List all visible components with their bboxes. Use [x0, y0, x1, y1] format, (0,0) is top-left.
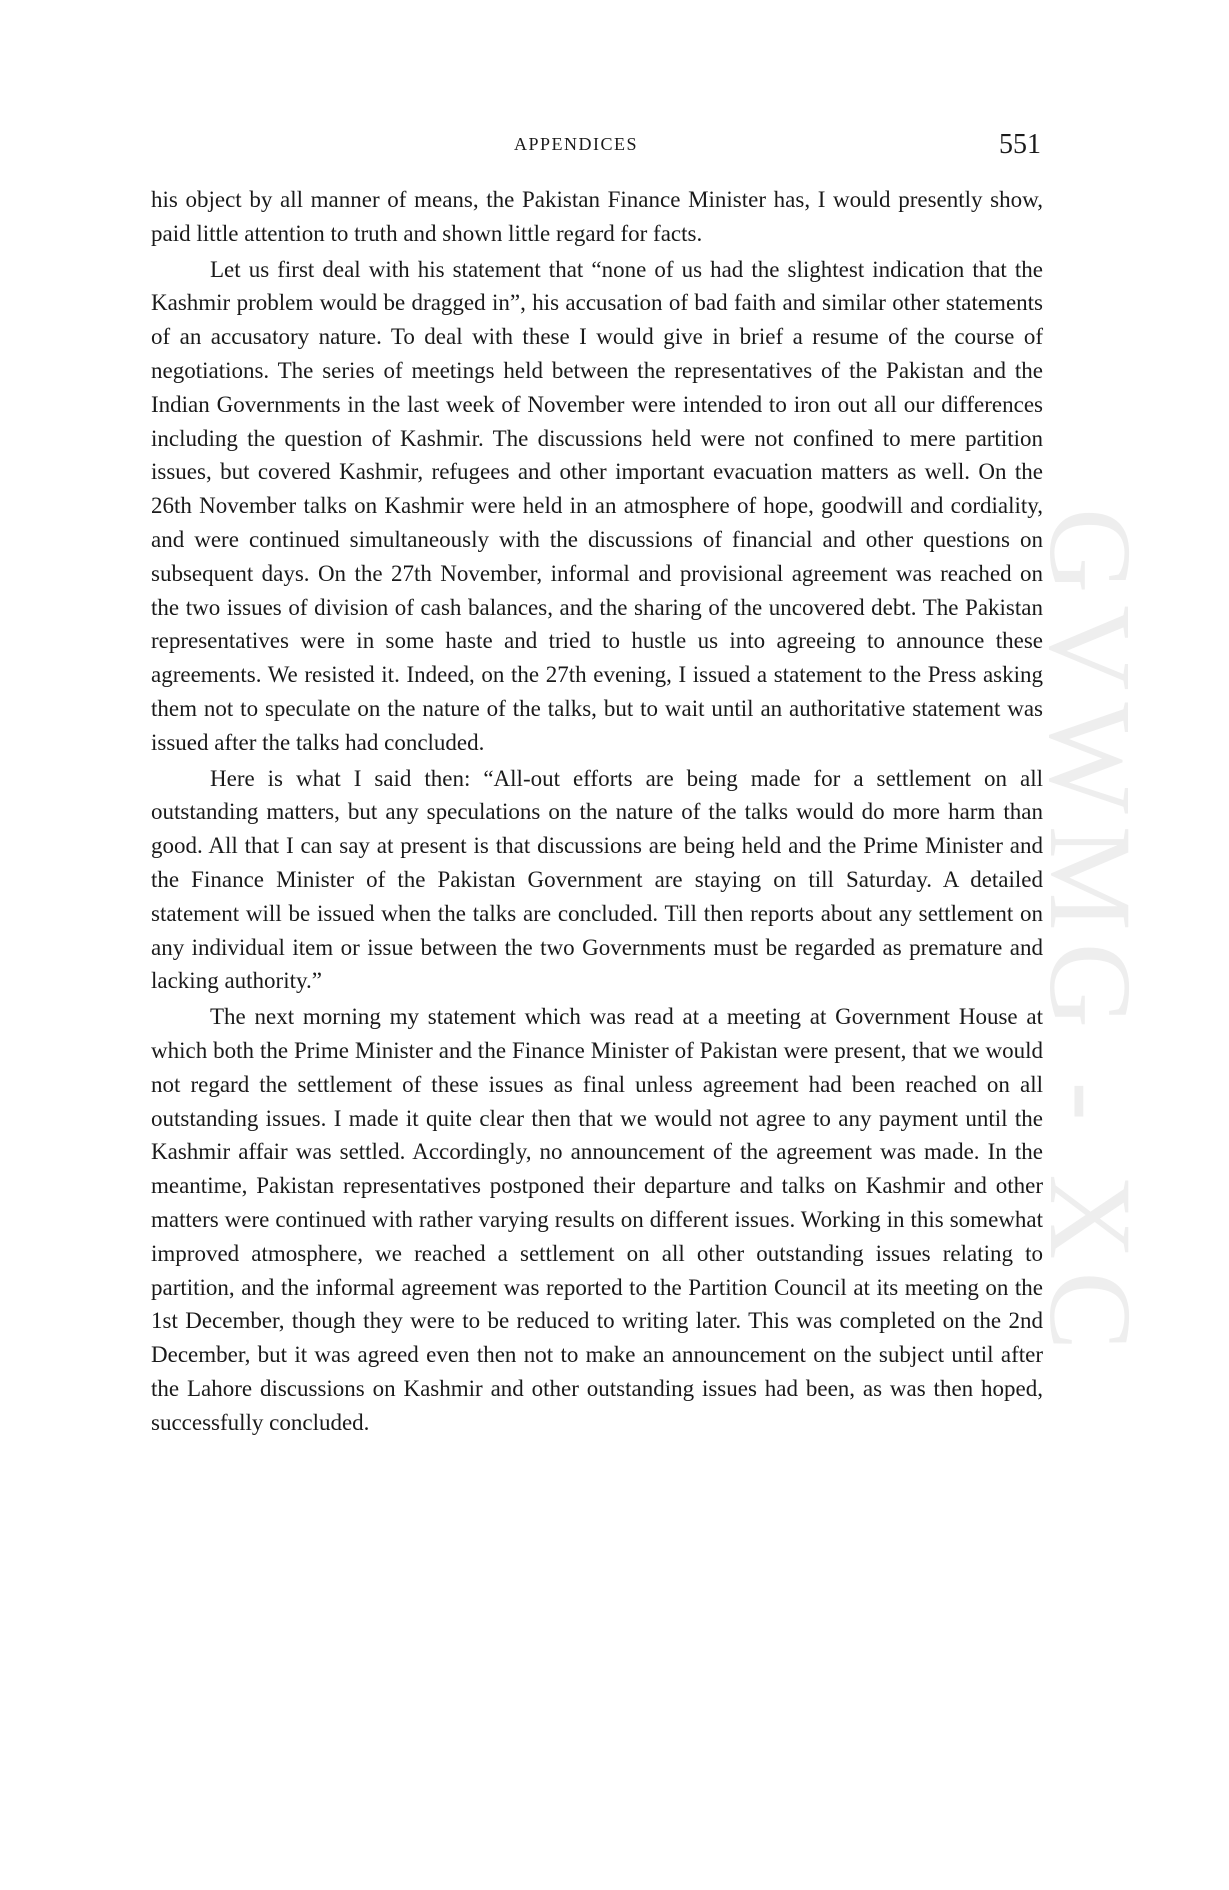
paragraph-next-morning: The next morning my statement which was read at a meeting at Government House at which both the Prime Minister and the Finance Minister of Pakistan were present, that we would not regard the settlement of these issues as final unless agreement had been reached on all outstanding issues. I made it quite clear then that we would not agree to any payment until the Kashmir affair was settled. Accordingly, no announcement of the agreement was made. In the meantime, Pakistan representatives postponed their departure and talks on Kashmir and other matters were continued with rather varying results on different issues. Working in this somewhat improved atmosphere, we reached a settlement on all other outstanding issues relating to partition, and the informal agreement was reported to the Partition Council at its meeting on the 1st December, though they were to be reduced to writing later. This was completed on the 2nd December, but it was agreed even then not to make an announcement on the subject until after the Lahore discussions on Kashmir and other outstanding issues had been, as was then hoped, successfully concluded.	[151, 1004, 1043, 1435]
running-head: APPENDICES	[514, 134, 639, 154]
watermark: GVWMG - XC	[1025, 508, 1156, 1363]
paragraph-continuation: his object by all manner of means, the Pakistan Finance Minister has, I would presently show, paid little attention to truth and shown little regard for facts.	[151, 187, 1043, 246]
paragraph-negotiations: Let us first deal with his statement that “none of us had the slightest indication that the Kashmir problem would be dragged in”, his accusation of bad faith and similar other statements of an accusatory nature. To deal with these I would give in brief a resume of the course of negotiations. The series of meetings held between the representatives of the Pakistan and the Indian Governments in the last week of November were intended to iron out all our differences including the question of Kashmir. The discussions held were not confined to mere partition issues, but covered Kashmir, refugees and other important evacuation matters as well. On the 26th November talks on Kashmir were held in an atmosphere of hope, goodwill and cordiality, and were continued simultaneously with the discussions of financial and other questions on subsequent days. On the 27th November, informal and provisional agreement was reached on the two issues of division of cash balances, and the sharing of the uncovered debt. The Pakistan representatives were in some haste and tried to hustle us into agreeing to announce these agreements. We resisted it. Indeed, on the 27th evening, I issued a statement to the Press asking them not to speculate on the nature of the talks, but to wait until an authoritative statement was issued after the talks had concluded.	[151, 256, 1043, 755]
body-text	[151, 183, 1043, 1439]
paragraph-press-statement: Here is what I said then: “All-out efforts are being made for a settlement on all outstanding matters, but any speculations on the nature of the talks would do more harm than good. All that I can say at present is that discussions are being held and the Prime Minister and the Finance Minister of the Pakistan Government are staying on till Saturday. A detailed statement will be issued when the talks are concluded. Till then reports about any settlement on any individual item or issue between the two Governments must be regarded as premature and lacking authority.”	[151, 765, 1043, 994]
page-number: 551	[999, 129, 1041, 160]
